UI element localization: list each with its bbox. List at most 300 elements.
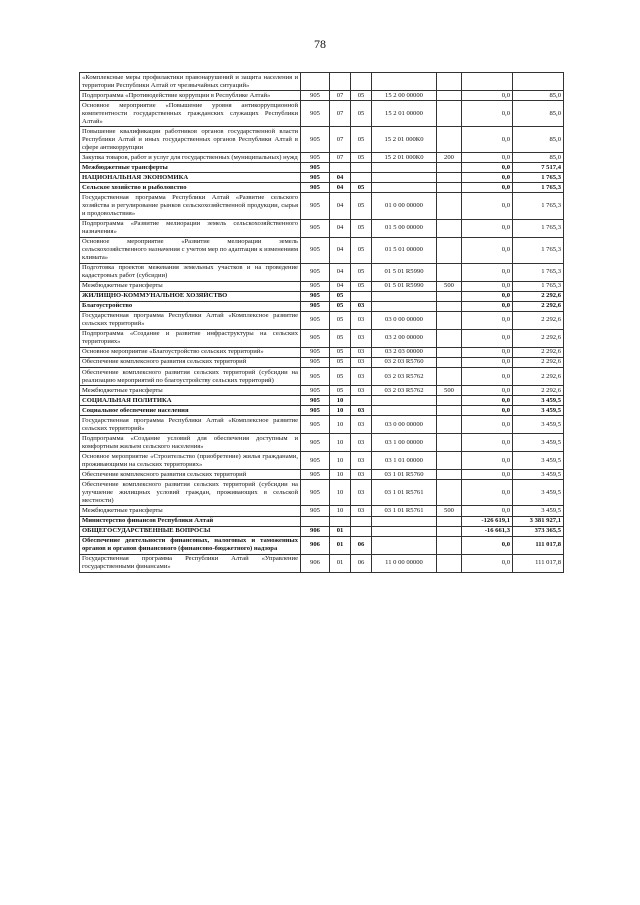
row-expense-type-cell bbox=[437, 516, 462, 526]
row-change-amount-cell: 0,0 bbox=[462, 91, 513, 101]
row-section-code-cell bbox=[330, 73, 351, 91]
row-total-amount-cell: 2 292,6 bbox=[513, 357, 564, 367]
row-subsection-code-cell bbox=[351, 516, 372, 526]
table-row bbox=[80, 73, 564, 91]
row-admin-code-cell: 905 bbox=[301, 127, 330, 153]
table-row bbox=[80, 536, 564, 554]
row-section-code-cell: 10 bbox=[330, 406, 351, 416]
row-expense-type-cell bbox=[437, 480, 462, 506]
row-target-article-cell: 03 0 00 00000 bbox=[372, 311, 437, 329]
row-change-amount-cell: 0,0 bbox=[462, 237, 513, 263]
row-name-cell: «Комплексные меры профилактики правонарушений и защита населения и территории Республики Алтай от чрезвычайных ситуаций» bbox=[80, 73, 301, 91]
row-admin-code-cell: 905 bbox=[301, 163, 330, 173]
row-change-amount-cell: 0,0 bbox=[462, 281, 513, 291]
row-section-code-cell: 04 bbox=[330, 219, 351, 237]
table-row bbox=[80, 416, 564, 434]
row-admin-code-cell: 905 bbox=[301, 91, 330, 101]
row-section-code-cell: 07 bbox=[330, 127, 351, 153]
row-total-amount-cell: 1 765,3 bbox=[513, 173, 564, 183]
row-total-amount-cell: 2 292,6 bbox=[513, 301, 564, 311]
table-row bbox=[80, 470, 564, 480]
table-row bbox=[80, 526, 564, 536]
row-total-amount-cell: 1 765,3 bbox=[513, 237, 564, 263]
row-name-cell: Обеспечение комплексного развития сельских территорий bbox=[80, 470, 301, 480]
row-change-amount-cell: 0,0 bbox=[462, 311, 513, 329]
row-total-amount-cell: 1 765,3 bbox=[513, 193, 564, 219]
row-change-amount-cell: 0,0 bbox=[462, 183, 513, 193]
row-name-cell: Государственная программа Республики Алтай «Комплексное развитие сельских территорий» bbox=[80, 416, 301, 434]
row-admin-code-cell: 905 bbox=[301, 263, 330, 281]
row-total-amount-cell: 111 017,8 bbox=[513, 536, 564, 554]
row-expense-type-cell bbox=[437, 536, 462, 554]
row-change-amount-cell: 0,0 bbox=[462, 263, 513, 281]
row-name-cell: Государственная программа Республики Алтай «Комплексное развитие сельских территорий» bbox=[80, 311, 301, 329]
row-subsection-code-cell: 05 bbox=[351, 219, 372, 237]
row-admin-code-cell: 906 bbox=[301, 536, 330, 554]
row-change-amount-cell: 0,0 bbox=[462, 219, 513, 237]
row-section-code-cell: 05 bbox=[330, 386, 351, 396]
row-name-cell: Основное мероприятие «Повышение уровня антикоррупционной компетентности государственных гражданских служащих Республики Алтай» bbox=[80, 101, 301, 127]
row-total-amount-cell: 2 292,6 bbox=[513, 386, 564, 396]
row-total-amount-cell: 1 765,3 bbox=[513, 219, 564, 237]
row-admin-code-cell: 905 bbox=[301, 193, 330, 219]
row-change-amount-cell: 0,0 bbox=[462, 329, 513, 347]
row-section-code-cell: 04 bbox=[330, 237, 351, 263]
row-admin-code-cell: 905 bbox=[301, 434, 330, 452]
row-target-article-cell: 01 0 00 00000 bbox=[372, 193, 437, 219]
row-subsection-code-cell bbox=[351, 291, 372, 301]
row-expense-type-cell bbox=[437, 301, 462, 311]
row-expense-type-cell: 500 bbox=[437, 281, 462, 291]
row-admin-code-cell: 905 bbox=[301, 480, 330, 506]
row-expense-type-cell bbox=[437, 73, 462, 91]
row-change-amount-cell: 0,0 bbox=[462, 127, 513, 153]
table-row bbox=[80, 173, 564, 183]
table-row bbox=[80, 127, 564, 153]
row-target-article-cell bbox=[372, 516, 437, 526]
row-expense-type-cell: 500 bbox=[437, 506, 462, 516]
row-target-article-cell: 03 2 03 R5760 bbox=[372, 357, 437, 367]
row-target-article-cell bbox=[372, 173, 437, 183]
row-subsection-code-cell: 03 bbox=[351, 506, 372, 516]
row-admin-code-cell: 905 bbox=[301, 329, 330, 347]
row-section-code-cell: 07 bbox=[330, 101, 351, 127]
row-name-cell: Подпрограмма «Развитие мелиорации земель сельскохозяйственного назначения» bbox=[80, 219, 301, 237]
row-name-cell: Межбюджетные трансферты bbox=[80, 281, 301, 291]
row-target-article-cell: 01 5 01 00000 bbox=[372, 237, 437, 263]
row-expense-type-cell bbox=[437, 368, 462, 386]
row-target-article-cell bbox=[372, 291, 437, 301]
row-name-cell: Обеспечение комплексного развития сельских территорий bbox=[80, 357, 301, 367]
row-admin-code-cell: 905 bbox=[301, 368, 330, 386]
row-subsection-code-cell: 03 bbox=[351, 347, 372, 357]
row-admin-code-cell bbox=[301, 73, 330, 91]
row-name-cell: Закупка товаров, работ и услуг для государственных (муниципальных) нужд bbox=[80, 153, 301, 163]
row-target-article-cell bbox=[372, 73, 437, 91]
row-name-cell: Государственная программа Республики Алтай «Развитие сельского хозяйства и регулирование рынков сельскохозяйственной продукции, сырья и продовольствия» bbox=[80, 193, 301, 219]
table-row bbox=[80, 281, 564, 291]
row-subsection-code-cell: 05 bbox=[351, 281, 372, 291]
row-target-article-cell: 15 2 01 000К0 bbox=[372, 153, 437, 163]
table-row bbox=[80, 480, 564, 506]
row-admin-code-cell: 905 bbox=[301, 237, 330, 263]
row-section-code-cell: 05 bbox=[330, 329, 351, 347]
row-target-article-cell: 03 0 00 00000 bbox=[372, 416, 437, 434]
row-expense-type-cell bbox=[437, 237, 462, 263]
row-section-code-cell bbox=[330, 516, 351, 526]
row-expense-type-cell bbox=[437, 357, 462, 367]
row-target-article-cell: 15 2 00 00000 bbox=[372, 91, 437, 101]
row-name-cell: Обеспечение комплексного развития сельских территорий (субсидии на улучшение жилищных условий граждан, проживающих в сельской местности) bbox=[80, 480, 301, 506]
row-name-cell: Основное мероприятие «Строительство (приобретение) жилья гражданами, проживающими на сельских территориях» bbox=[80, 452, 301, 470]
row-total-amount-cell: 1 765,3 bbox=[513, 263, 564, 281]
row-subsection-code-cell: 05 bbox=[351, 153, 372, 163]
row-section-code-cell: 01 bbox=[330, 536, 351, 554]
row-subsection-code-cell: 03 bbox=[351, 416, 372, 434]
row-admin-code-cell: 905 bbox=[301, 386, 330, 396]
row-change-amount-cell: 0,0 bbox=[462, 386, 513, 396]
row-admin-code-cell: 905 bbox=[301, 396, 330, 406]
row-total-amount-cell: 3 459,5 bbox=[513, 434, 564, 452]
row-expense-type-cell bbox=[437, 329, 462, 347]
row-target-article-cell: 03 1 01 R5761 bbox=[372, 480, 437, 506]
row-expense-type-cell: 500 bbox=[437, 386, 462, 396]
row-target-article-cell bbox=[372, 301, 437, 311]
row-name-cell: Обеспечение деятельности финансовых, налоговых и таможенных органов и органов финансового (финансово-бюджетного) надзора bbox=[80, 536, 301, 554]
table-row bbox=[80, 406, 564, 416]
row-subsection-code-cell: 03 bbox=[351, 480, 372, 506]
row-change-amount-cell: 0,0 bbox=[462, 416, 513, 434]
row-subsection-code-cell: 06 bbox=[351, 536, 372, 554]
row-total-amount-cell: 2 292,6 bbox=[513, 329, 564, 347]
row-subsection-code-cell: 05 bbox=[351, 183, 372, 193]
row-target-article-cell bbox=[372, 396, 437, 406]
row-change-amount-cell: 0,0 bbox=[462, 434, 513, 452]
row-name-cell: НАЦИОНАЛЬНАЯ ЭКОНОМИКА bbox=[80, 173, 301, 183]
row-admin-code-cell: 905 bbox=[301, 470, 330, 480]
row-subsection-code-cell: 05 bbox=[351, 237, 372, 263]
row-change-amount-cell: 0,0 bbox=[462, 536, 513, 554]
row-change-amount-cell: 0,0 bbox=[462, 554, 513, 572]
row-total-amount-cell: 2 292,6 bbox=[513, 291, 564, 301]
row-total-amount-cell: 3 381 927,1 bbox=[513, 516, 564, 526]
row-admin-code-cell: 905 bbox=[301, 173, 330, 183]
row-name-cell: Повышение квалификации работников органов государственной власти Республики Алтай и иных государственных органов Республики Алтай в сфере антикоррупции bbox=[80, 127, 301, 153]
row-section-code-cell: 10 bbox=[330, 434, 351, 452]
row-expense-type-cell bbox=[437, 263, 462, 281]
row-name-cell: Основное мероприятие «Благоустройство сельских территорий» bbox=[80, 347, 301, 357]
row-name-cell: Подпрограмма «Создание условий для обеспечения доступным и комфортным жильем сельского населения» bbox=[80, 434, 301, 452]
row-change-amount-cell: 0,0 bbox=[462, 470, 513, 480]
table-row bbox=[80, 219, 564, 237]
row-section-code-cell: 04 bbox=[330, 173, 351, 183]
table-row bbox=[80, 434, 564, 452]
row-section-code-cell: 10 bbox=[330, 470, 351, 480]
row-name-cell: ОБЩЕГОСУДАРСТВЕННЫЕ ВОПРОСЫ bbox=[80, 526, 301, 536]
row-name-cell: ЖИЛИЩНО-КОММУНАЛЬНОЕ ХОЗЯЙСТВО bbox=[80, 291, 301, 301]
row-name-cell: Основное мероприятие «Развитие мелиорации земель сельскохозяйственного назначения с учетом мер по адаптации к изменениям климата» bbox=[80, 237, 301, 263]
row-total-amount-cell: 3 459,5 bbox=[513, 416, 564, 434]
row-section-code-cell: 05 bbox=[330, 311, 351, 329]
table-row bbox=[80, 163, 564, 173]
row-admin-code-cell: 905 bbox=[301, 416, 330, 434]
row-expense-type-cell bbox=[437, 347, 462, 357]
row-subsection-code-cell bbox=[351, 173, 372, 183]
row-subsection-code-cell bbox=[351, 526, 372, 536]
row-total-amount-cell: 3 459,5 bbox=[513, 406, 564, 416]
row-target-article-cell: 03 2 00 00000 bbox=[372, 329, 437, 347]
row-target-article-cell bbox=[372, 406, 437, 416]
row-expense-type-cell bbox=[437, 470, 462, 480]
row-name-cell: Межбюджетные трансферты bbox=[80, 506, 301, 516]
row-name-cell: Социальное обеспечение населения bbox=[80, 406, 301, 416]
row-subsection-code-cell: 03 bbox=[351, 434, 372, 452]
row-change-amount-cell: 0,0 bbox=[462, 452, 513, 470]
row-admin-code-cell: 905 bbox=[301, 452, 330, 470]
row-admin-code-cell: 906 bbox=[301, 526, 330, 536]
row-change-amount-cell bbox=[462, 73, 513, 91]
table-row bbox=[80, 396, 564, 406]
row-change-amount-cell: 0,0 bbox=[462, 396, 513, 406]
table-row bbox=[80, 291, 564, 301]
row-total-amount-cell: 2 292,6 bbox=[513, 368, 564, 386]
row-section-code-cell: 07 bbox=[330, 153, 351, 163]
row-subsection-code-cell: 05 bbox=[351, 263, 372, 281]
row-section-code-cell: 10 bbox=[330, 396, 351, 406]
row-subsection-code-cell: 03 bbox=[351, 452, 372, 470]
row-section-code-cell: 04 bbox=[330, 193, 351, 219]
row-admin-code-cell: 905 bbox=[301, 506, 330, 516]
row-admin-code-cell: 905 bbox=[301, 357, 330, 367]
row-subsection-code-cell: 03 bbox=[351, 368, 372, 386]
row-total-amount-cell: 85,0 bbox=[513, 101, 564, 127]
table-row bbox=[80, 554, 564, 572]
row-target-article-cell: 01 5 01 R5990 bbox=[372, 281, 437, 291]
row-subsection-code-cell: 05 bbox=[351, 91, 372, 101]
row-expense-type-cell bbox=[437, 193, 462, 219]
row-total-amount-cell: 85,0 bbox=[513, 153, 564, 163]
row-section-code-cell: 04 bbox=[330, 263, 351, 281]
row-expense-type-cell bbox=[437, 526, 462, 536]
row-expense-type-cell bbox=[437, 173, 462, 183]
row-name-cell: Сельское хозяйство и рыболовство bbox=[80, 183, 301, 193]
row-subsection-code-cell: 03 bbox=[351, 329, 372, 347]
table-row bbox=[80, 301, 564, 311]
row-expense-type-cell: 200 bbox=[437, 153, 462, 163]
row-total-amount-cell: 111 017,8 bbox=[513, 554, 564, 572]
row-target-article-cell: 03 1 00 00000 bbox=[372, 434, 437, 452]
row-change-amount-cell: 0,0 bbox=[462, 101, 513, 127]
row-admin-code-cell: 906 bbox=[301, 554, 330, 572]
row-change-amount-cell: 0,0 bbox=[462, 291, 513, 301]
table-row bbox=[80, 101, 564, 127]
row-expense-type-cell bbox=[437, 183, 462, 193]
row-change-amount-cell: 0,0 bbox=[462, 347, 513, 357]
row-total-amount-cell: 1 765,3 bbox=[513, 281, 564, 291]
row-name-cell: Межбюджетные трансферты bbox=[80, 163, 301, 173]
table-row bbox=[80, 506, 564, 516]
row-name-cell: Межбюджетные трансферты bbox=[80, 386, 301, 396]
table-row bbox=[80, 347, 564, 357]
table-row bbox=[80, 263, 564, 281]
row-expense-type-cell bbox=[437, 452, 462, 470]
row-section-code-cell: 05 bbox=[330, 357, 351, 367]
row-total-amount-cell: 2 292,6 bbox=[513, 347, 564, 357]
row-section-code-cell: 05 bbox=[330, 301, 351, 311]
row-section-code-cell: 10 bbox=[330, 452, 351, 470]
row-target-article-cell: 03 1 01 R5761 bbox=[372, 506, 437, 516]
row-section-code-cell: 01 bbox=[330, 526, 351, 536]
row-admin-code-cell: 905 bbox=[301, 153, 330, 163]
row-subsection-code-cell: 03 bbox=[351, 406, 372, 416]
row-target-article-cell: 03 2 03 R5762 bbox=[372, 368, 437, 386]
row-section-code-cell: 05 bbox=[330, 368, 351, 386]
row-admin-code-cell: 905 bbox=[301, 311, 330, 329]
row-target-article-cell bbox=[372, 536, 437, 554]
row-target-article-cell: 01 5 01 R5990 bbox=[372, 263, 437, 281]
row-section-code-cell: 10 bbox=[330, 506, 351, 516]
row-total-amount-cell: 3 459,5 bbox=[513, 396, 564, 406]
table-row bbox=[80, 153, 564, 163]
row-total-amount-cell: 85,0 bbox=[513, 127, 564, 153]
row-expense-type-cell bbox=[437, 127, 462, 153]
row-section-code-cell: 07 bbox=[330, 91, 351, 101]
row-total-amount-cell: 3 459,5 bbox=[513, 452, 564, 470]
budget-table-body bbox=[80, 73, 564, 573]
row-change-amount-cell: 0,0 bbox=[462, 480, 513, 506]
row-total-amount-cell: 1 765,3 bbox=[513, 183, 564, 193]
row-admin-code-cell: 905 bbox=[301, 301, 330, 311]
row-name-cell: Обеспечение комплексного развития сельских территорий (субсидии на реализацию мероприятий по благоустройству сельских территорий) bbox=[80, 368, 301, 386]
row-subsection-code-cell: 06 bbox=[351, 554, 372, 572]
row-admin-code-cell bbox=[301, 516, 330, 526]
row-section-code-cell: 05 bbox=[330, 347, 351, 357]
row-target-article-cell: 01 5 00 00000 bbox=[372, 219, 437, 237]
row-expense-type-cell bbox=[437, 163, 462, 173]
row-change-amount-cell: 0,0 bbox=[462, 301, 513, 311]
row-total-amount-cell bbox=[513, 73, 564, 91]
row-total-amount-cell: 3 459,5 bbox=[513, 470, 564, 480]
row-expense-type-cell bbox=[437, 554, 462, 572]
row-admin-code-cell: 905 bbox=[301, 347, 330, 357]
table-row bbox=[80, 386, 564, 396]
row-change-amount-cell: 0,0 bbox=[462, 406, 513, 416]
row-admin-code-cell: 905 bbox=[301, 183, 330, 193]
row-expense-type-cell bbox=[437, 396, 462, 406]
budget-table bbox=[79, 72, 564, 573]
row-total-amount-cell: 85,0 bbox=[513, 91, 564, 101]
table-row bbox=[80, 193, 564, 219]
row-change-amount-cell: 0,0 bbox=[462, 193, 513, 219]
table-row bbox=[80, 368, 564, 386]
row-total-amount-cell: 373 365,5 bbox=[513, 526, 564, 536]
row-target-article-cell: 03 2 03 R5762 bbox=[372, 386, 437, 396]
row-section-code-cell: 04 bbox=[330, 281, 351, 291]
row-change-amount-cell: 0,0 bbox=[462, 173, 513, 183]
row-change-amount-cell: 0,0 bbox=[462, 506, 513, 516]
row-target-article-cell: 03 1 01 00000 bbox=[372, 452, 437, 470]
row-expense-type-cell bbox=[437, 416, 462, 434]
row-target-article-cell: 15 2 01 00000 bbox=[372, 101, 437, 127]
table-row bbox=[80, 516, 564, 526]
row-section-code-cell: 10 bbox=[330, 416, 351, 434]
page-number: 78 bbox=[314, 37, 326, 51]
row-target-article-cell bbox=[372, 183, 437, 193]
row-total-amount-cell: 3 459,5 bbox=[513, 480, 564, 506]
row-subsection-code-cell: 03 bbox=[351, 386, 372, 396]
row-change-amount-cell: 0,0 bbox=[462, 357, 513, 367]
row-target-article-cell bbox=[372, 526, 437, 536]
row-name-cell: СОЦИАЛЬНАЯ ПОЛИТИКА bbox=[80, 396, 301, 406]
row-expense-type-cell bbox=[437, 291, 462, 301]
row-admin-code-cell: 905 bbox=[301, 406, 330, 416]
row-subsection-code-cell: 05 bbox=[351, 127, 372, 153]
table-row bbox=[80, 452, 564, 470]
row-subsection-code-cell bbox=[351, 163, 372, 173]
row-expense-type-cell bbox=[437, 101, 462, 127]
row-target-article-cell: 03 2 03 00000 bbox=[372, 347, 437, 357]
row-target-article-cell: 03 1 01 R5760 bbox=[372, 470, 437, 480]
row-subsection-code-cell bbox=[351, 396, 372, 406]
row-change-amount-cell: -16 661,3 bbox=[462, 526, 513, 536]
row-name-cell: Министерство финансов Республики Алтай bbox=[80, 516, 301, 526]
row-change-amount-cell: 0,0 bbox=[462, 153, 513, 163]
row-admin-code-cell: 905 bbox=[301, 101, 330, 127]
row-expense-type-cell bbox=[437, 434, 462, 452]
row-target-article-cell: 15 2 01 000К0 bbox=[372, 127, 437, 153]
row-expense-type-cell bbox=[437, 406, 462, 416]
row-expense-type-cell bbox=[437, 91, 462, 101]
row-expense-type-cell bbox=[437, 219, 462, 237]
row-total-amount-cell: 7 517,4 bbox=[513, 163, 564, 173]
row-subsection-code-cell: 03 bbox=[351, 357, 372, 367]
row-name-cell: Подпрограмма «Создание и развитие инфраструктуры на сельских территориях» bbox=[80, 329, 301, 347]
row-subsection-code-cell bbox=[351, 73, 372, 91]
row-subsection-code-cell: 03 bbox=[351, 311, 372, 329]
row-name-cell: Государственная программа Республики Алтай «Управление государственными финансами» bbox=[80, 554, 301, 572]
row-name-cell: Подпрограмма «Противодействие коррупции в Республике Алтай» bbox=[80, 91, 301, 101]
table-row bbox=[80, 311, 564, 329]
row-admin-code-cell: 905 bbox=[301, 291, 330, 301]
row-expense-type-cell bbox=[437, 311, 462, 329]
row-target-article-cell: 11 0 00 00000 bbox=[372, 554, 437, 572]
row-section-code-cell: 05 bbox=[330, 291, 351, 301]
row-total-amount-cell: 2 292,6 bbox=[513, 311, 564, 329]
table-row bbox=[80, 237, 564, 263]
row-name-cell: Подготовка проектов межевания земельных участков и на проведение кадастровых работ (субсидии) bbox=[80, 263, 301, 281]
row-change-amount-cell: 0,0 bbox=[462, 163, 513, 173]
row-target-article-cell bbox=[372, 163, 437, 173]
row-admin-code-cell: 905 bbox=[301, 219, 330, 237]
table-row bbox=[80, 183, 564, 193]
row-total-amount-cell: 3 459,5 bbox=[513, 506, 564, 516]
row-subsection-code-cell: 05 bbox=[351, 101, 372, 127]
row-section-code-cell bbox=[330, 163, 351, 173]
row-admin-code-cell: 905 bbox=[301, 281, 330, 291]
row-section-code-cell: 01 bbox=[330, 554, 351, 572]
row-change-amount-cell: -126 619,1 bbox=[462, 516, 513, 526]
row-change-amount-cell: 0,0 bbox=[462, 368, 513, 386]
row-name-cell: Благоустройство bbox=[80, 301, 301, 311]
row-section-code-cell: 10 bbox=[330, 480, 351, 506]
row-subsection-code-cell: 03 bbox=[351, 301, 372, 311]
table-row bbox=[80, 91, 564, 101]
row-subsection-code-cell: 05 bbox=[351, 193, 372, 219]
table-row bbox=[80, 329, 564, 347]
row-section-code-cell: 04 bbox=[330, 183, 351, 193]
row-subsection-code-cell: 03 bbox=[351, 470, 372, 480]
table-row bbox=[80, 357, 564, 367]
